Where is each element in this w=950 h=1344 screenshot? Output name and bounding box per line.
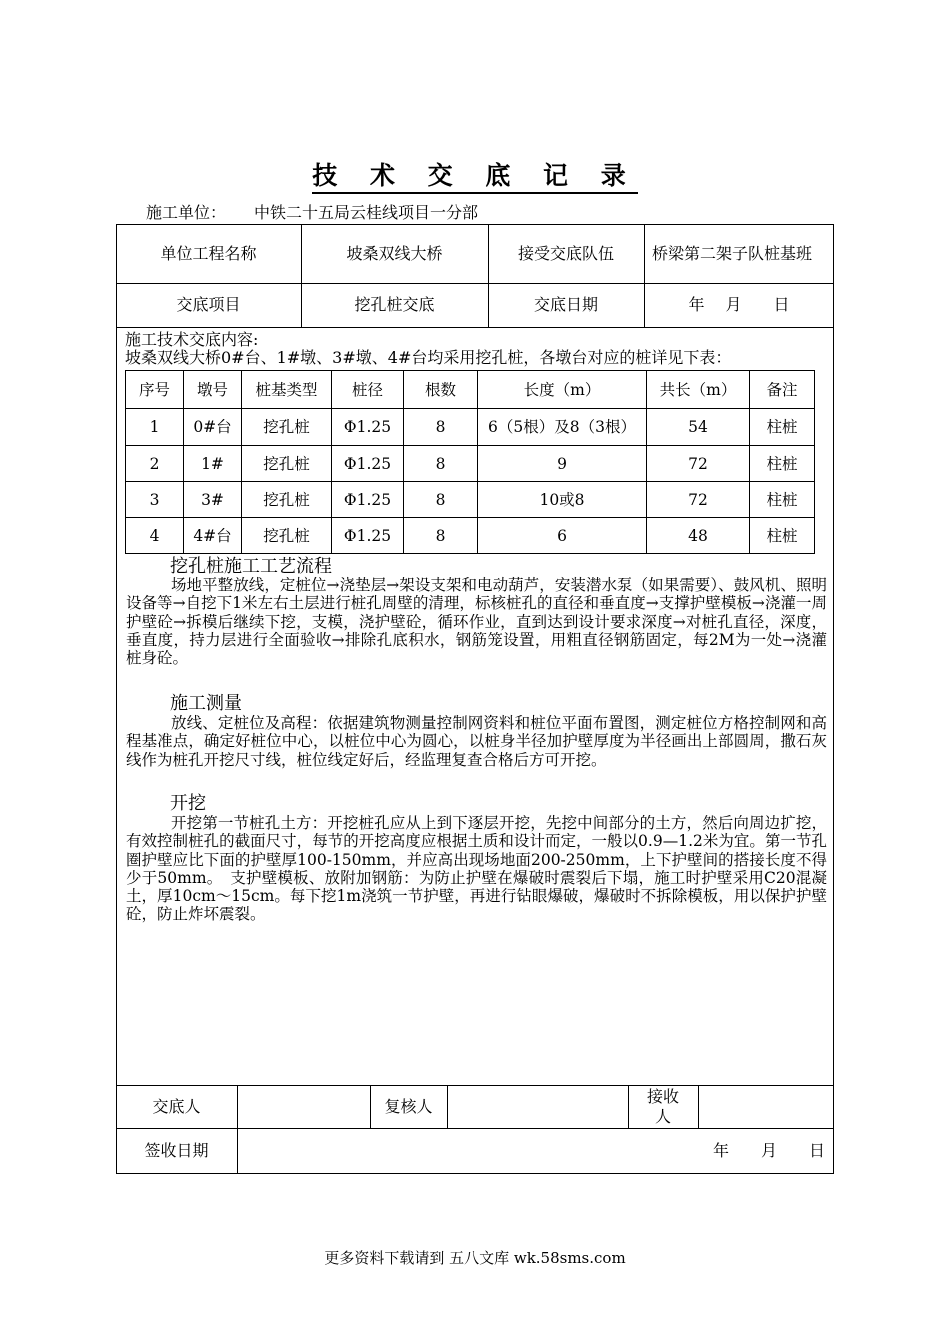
table-row (126, 409, 815, 446)
table-row (126, 446, 815, 482)
header-cell: 桩基类型 (242, 371, 332, 409)
table-cell: Φ1.25 (332, 446, 404, 482)
table-row (126, 518, 815, 554)
receiver-label: 接收人 (646, 1086, 679, 1126)
header-cell: 备注 (750, 371, 815, 409)
content-label: 施工技术交底内容: (125, 330, 259, 349)
pile-table (125, 370, 815, 554)
table-cell: 72 (647, 446, 750, 482)
construction-unit-value: 中铁二十五局云桂线项目一分部 (254, 203, 479, 222)
table-cell: 柱桩 (750, 409, 815, 446)
header-cell: 墩号 (184, 371, 242, 409)
table-row (126, 482, 815, 518)
reviewer-label: 复核人 (384, 1096, 433, 1116)
project-name-label: 单位工程名称 (160, 243, 257, 263)
paragraph: 场地平整放线，定桩位→浇垫层→架设支架和电动葫芦，安装潜水泵（如果需要）、鼓风机、照明设备等→自挖下1米左右土层进行桩孔周壁的清理，标核桩孔的直径和垂直度→支撑护壁模板→浇灌一周护壁砼→拆模后继续下挖，支模，浇护壁砼，循环作业，直到达到设计要求深度→对桩孔直径，深度，垂直度，持力层进行全面验收→排除孔底积水，钢筋笼设置，用粗直径钢筋固定，每2M为一处→浇灌桩身砼。 (126, 576, 827, 668)
table-cell: 4#台 (184, 518, 242, 554)
section-title-survey: 施工测量 (170, 693, 242, 714)
header-cell: 桩径 (332, 371, 404, 409)
table-cell: 72 (647, 482, 750, 518)
table-cell: 1 (126, 409, 184, 446)
header-cell: 根数 (404, 371, 478, 409)
table-cell: Φ1.25 (332, 409, 404, 446)
table-cell: 10或8 (478, 482, 647, 518)
table-cell: 挖孔桩 (242, 518, 332, 554)
section-body-excavation (126, 814, 827, 924)
handover-label: 交底人 (152, 1096, 201, 1116)
table-cell: 柱桩 (750, 446, 815, 482)
header-cell: 共长（m） (647, 371, 750, 409)
reviewer-signature-field[interactable] (447, 1085, 628, 1128)
table-cell: 柱桩 (750, 518, 815, 554)
table-cell: 2 (126, 446, 184, 482)
table-cell: 6 (478, 518, 647, 554)
handover-signature-field[interactable] (237, 1085, 370, 1128)
table-cell: 挖孔桩 (242, 446, 332, 482)
item-label: 交底项目 (176, 295, 241, 314)
footer-link[interactable]: 更多资料下载请到 五八文库 wk.58sms.com (324, 1249, 626, 1267)
construction-unit-label: 施工单位： (146, 203, 227, 222)
section-title-process: 挖孔桩施工工艺流程 (170, 556, 332, 577)
document-title: 技 术 交 底 记 录 (0, 156, 950, 192)
section-body-process (126, 576, 827, 667)
receiver-signature-field[interactable] (698, 1085, 834, 1128)
table-cell: 0#台 (184, 409, 242, 446)
header-cell: 序号 (126, 371, 184, 409)
table-cell: Φ1.25 (332, 482, 404, 518)
paragraph: 放线、定桩位及高程：依据建筑物测量控制网资料和桩位平面布置图，测定桩位方格控制网和高程基准点，确定好桩位中心，以桩位中心为圆心，以桩身半径加护壁厚度为半径画出上部圆周，撒石灰线作为桩孔开挖尺寸线，桩位线定好后，经监理复查合格后方可开挖。 (126, 714, 827, 769)
construction-unit (146, 200, 478, 223)
section-title-excavation: 开挖 (170, 793, 206, 814)
project-name-value: 坡桑双线大桥 (346, 243, 443, 263)
table-cell: Φ1.25 (332, 518, 404, 554)
table-cell: 4 (126, 518, 184, 554)
table-cell: 48 (647, 518, 750, 554)
table-cell: 6（5根）及8（3根） (478, 409, 647, 446)
sign-date-value: 年 月 日 (712, 1141, 825, 1160)
table-cell: 8 (404, 482, 478, 518)
team-value: 桥梁第二架子队桩基班 (652, 243, 813, 263)
table-header-row (126, 371, 815, 409)
table-cell: 挖孔桩 (242, 409, 332, 446)
sign-date-label: 签收日期 (144, 1141, 209, 1160)
table-cell: 3# (184, 482, 242, 518)
table-cell: 3 (126, 482, 184, 518)
content-intro: 坡桑双线大桥0#台、1#墩、3#墩、4#台均采用挖孔桩，各墩台对应的桩详见下表： (125, 348, 732, 367)
table-cell: 9 (478, 446, 647, 482)
date-label: 交底日期 (533, 295, 598, 314)
table-cell: 柱桩 (750, 482, 815, 518)
header-cell: 长度（m） (478, 371, 647, 409)
table-cell: 54 (647, 409, 750, 446)
divider (116, 327, 834, 328)
table-cell: 8 (404, 446, 478, 482)
date-value: 年 月 日 (688, 295, 790, 314)
table-cell: 8 (404, 518, 478, 554)
table-cell: 8 (404, 409, 478, 446)
item-value: 挖孔桩交底 (354, 295, 435, 314)
team-label: 接受交底队伍 (517, 243, 614, 263)
table-cell: 1# (184, 446, 242, 482)
table-cell: 挖孔桩 (242, 482, 332, 518)
paragraph: 开挖第一节桩孔土方：开挖桩孔应从上到下逐层开挖，先挖中间部分的土方，然后向周边扩挖，有效控制桩孔的截面尺寸，每节的开挖高度应根据土质和设计而定，一般以0.9—1.2米为宜。第一节孔圈护壁应比下面的护壁厚100-150mm，并应高出现场地面200-250mm，上下护壁间的搭接长度不得少于50mm。 支护壁模板、放附加钢筋：为防止护壁在爆破时震裂后下塌，施工时护壁采用C20混凝土，厚10cm～15cm。每下挖1m浇筑一节护壁，再进行钻眼爆破，爆破时不拆除模板，用以保护护壁砼，防止炸坏震裂。 (126, 814, 827, 924)
section-body-survey (126, 714, 827, 769)
